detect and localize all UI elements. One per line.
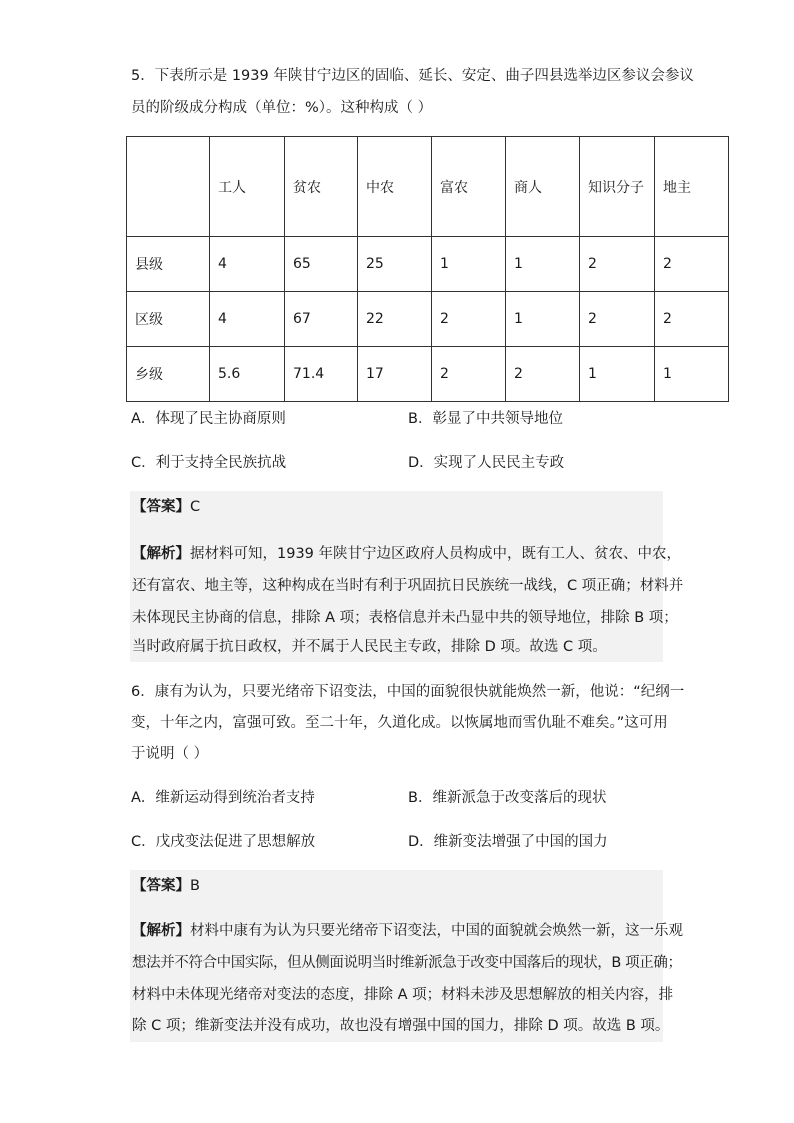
table-row bbox=[127, 347, 729, 402]
table-header-cell: 富农 bbox=[432, 137, 506, 237]
q6-answer-analysis-box bbox=[130, 870, 683, 1042]
table-cell: 2 bbox=[506, 347, 580, 402]
table-cell: 4 bbox=[210, 292, 285, 347]
table-header-cell bbox=[127, 137, 210, 237]
table-cell: 1 bbox=[506, 237, 580, 292]
table-cell: 71.4 bbox=[285, 347, 358, 402]
table-row bbox=[127, 292, 729, 347]
table-cell: 2 bbox=[432, 347, 506, 402]
table-cell: 1 bbox=[655, 347, 729, 402]
analysis-label: 【解析】 bbox=[132, 546, 190, 562]
table-cell: 2 bbox=[432, 292, 506, 347]
table-cell: 1 bbox=[506, 292, 580, 347]
q5-option-c[interactable]: C．利于支持全民族抗战 bbox=[131, 455, 287, 471]
table-header-cell: 工人 bbox=[210, 137, 285, 237]
q6-option-a[interactable]: A．维新运动得到统治者支持 bbox=[131, 790, 315, 806]
table-header-cell: 地主 bbox=[655, 137, 729, 237]
answer-value: B bbox=[190, 878, 200, 894]
q6-option-d[interactable]: D．维新变法增强了中国的国力 bbox=[408, 834, 608, 850]
table-cell: 乡级 bbox=[127, 347, 210, 402]
q5-analysis-line1: 【解析】据材料可知，1939 年陕甘宁边区政府人员构成中，既有工人、贫农、中农， bbox=[132, 546, 682, 562]
table-header-cell: 贫农 bbox=[285, 137, 358, 237]
q6-stem-line3: 于说明（ ） bbox=[131, 746, 209, 762]
table-cell: 2 bbox=[655, 292, 729, 347]
table-header-row bbox=[127, 137, 729, 237]
q5-option-a[interactable]: A．体现了民主协商原则 bbox=[131, 411, 286, 427]
table-cell: 67 bbox=[285, 292, 358, 347]
table-cell: 2 bbox=[655, 237, 729, 292]
table-cell: 4 bbox=[210, 237, 285, 292]
table-cell: 5.6 bbox=[210, 347, 285, 402]
table-cell: 1 bbox=[432, 237, 506, 292]
table-cell: 17 bbox=[358, 347, 432, 402]
q6-stem-line1: 6．康有为认为，只要光绪帝下诏变法，中国的面貌很快就能焕然一新，他说：“纪纲一 bbox=[131, 684, 685, 700]
q5-answer bbox=[132, 497, 200, 517]
answer-label: 【答案】 bbox=[132, 878, 190, 894]
q6-option-c[interactable]: C．戊戌变法促进了思想解放 bbox=[131, 834, 316, 850]
q5-analysis-line4: 当时政府属于抗日政权，并不属于人民民主专政，排除 D 项。故选 C 项。 bbox=[132, 639, 607, 655]
table-header-cell: 知识分子 bbox=[580, 137, 655, 237]
q5-answer-analysis-box bbox=[130, 491, 684, 662]
q6-analysis-line1: 【解析】材料中康有为认为只要光绪帝下诏变法，中国的面貌就会焕然一新，这一乐观 bbox=[132, 923, 683, 939]
q6-answer bbox=[132, 876, 200, 896]
q5-stem-line2: 员的阶级成分构成（单位：%）。这种构成（ ） bbox=[131, 100, 433, 116]
analysis-label: 【解析】 bbox=[132, 923, 190, 939]
q5-analysis-line2: 还有富农、地主等，这种构成在当时有利于巩固抗日民族统一战线，C 项正确；材料并 bbox=[132, 578, 684, 594]
q5-class-composition-table bbox=[126, 136, 729, 402]
q5-stem-line1: 5．下表所示是 1939 年陕甘宁边区的固临、延长、安定、曲子四县选举边区参议会参议 bbox=[131, 68, 694, 84]
q5-option-d[interactable]: D．实现了人民民主专政 bbox=[408, 455, 565, 471]
q6-option-b[interactable]: B．维新派急于改变落后的现状 bbox=[408, 790, 607, 806]
q6-analysis-line4: 除 C 项；维新变法并没有成功，故也没有增强中国的国力，排除 D 项。故选 B 项。 bbox=[132, 1018, 670, 1034]
table-cell: 2 bbox=[580, 292, 655, 347]
q6-analysis-line3: 材料中未体现光绪帝对变法的态度，排除 A 项；材料未涉及思想解放的相关内容，排 bbox=[132, 987, 674, 1003]
table-row bbox=[127, 237, 729, 292]
q5-analysis-line3: 未体现民主协商的信息，排除 A 项；表格信息并未凸显中共的领导地位，排除 B 项； bbox=[132, 610, 678, 626]
q6-stem-line2: 变，十年之内，富强可致。至二十年，久道化成。以恢属地而雪仇耻不难矣。”这可用 bbox=[131, 715, 668, 731]
answer-label: 【答案】 bbox=[132, 499, 190, 515]
table-cell: 区级 bbox=[127, 292, 210, 347]
table-cell: 22 bbox=[358, 292, 432, 347]
table-cell: 25 bbox=[358, 237, 432, 292]
table-cell: 65 bbox=[285, 237, 358, 292]
q6-analysis-line2: 想法并不符合中国实际，但从侧面说明当时维新派急于改变中国落后的现状，B 项正确； bbox=[132, 955, 682, 971]
q5-option-b[interactable]: B．彰显了中共领导地位 bbox=[408, 411, 563, 427]
answer-value: C bbox=[190, 499, 201, 515]
table-cell: 2 bbox=[580, 237, 655, 292]
table-cell: 县级 bbox=[127, 237, 210, 292]
table-header-cell: 中农 bbox=[358, 137, 432, 237]
table-cell: 1 bbox=[580, 347, 655, 402]
table-header-cell: 商人 bbox=[506, 137, 580, 237]
